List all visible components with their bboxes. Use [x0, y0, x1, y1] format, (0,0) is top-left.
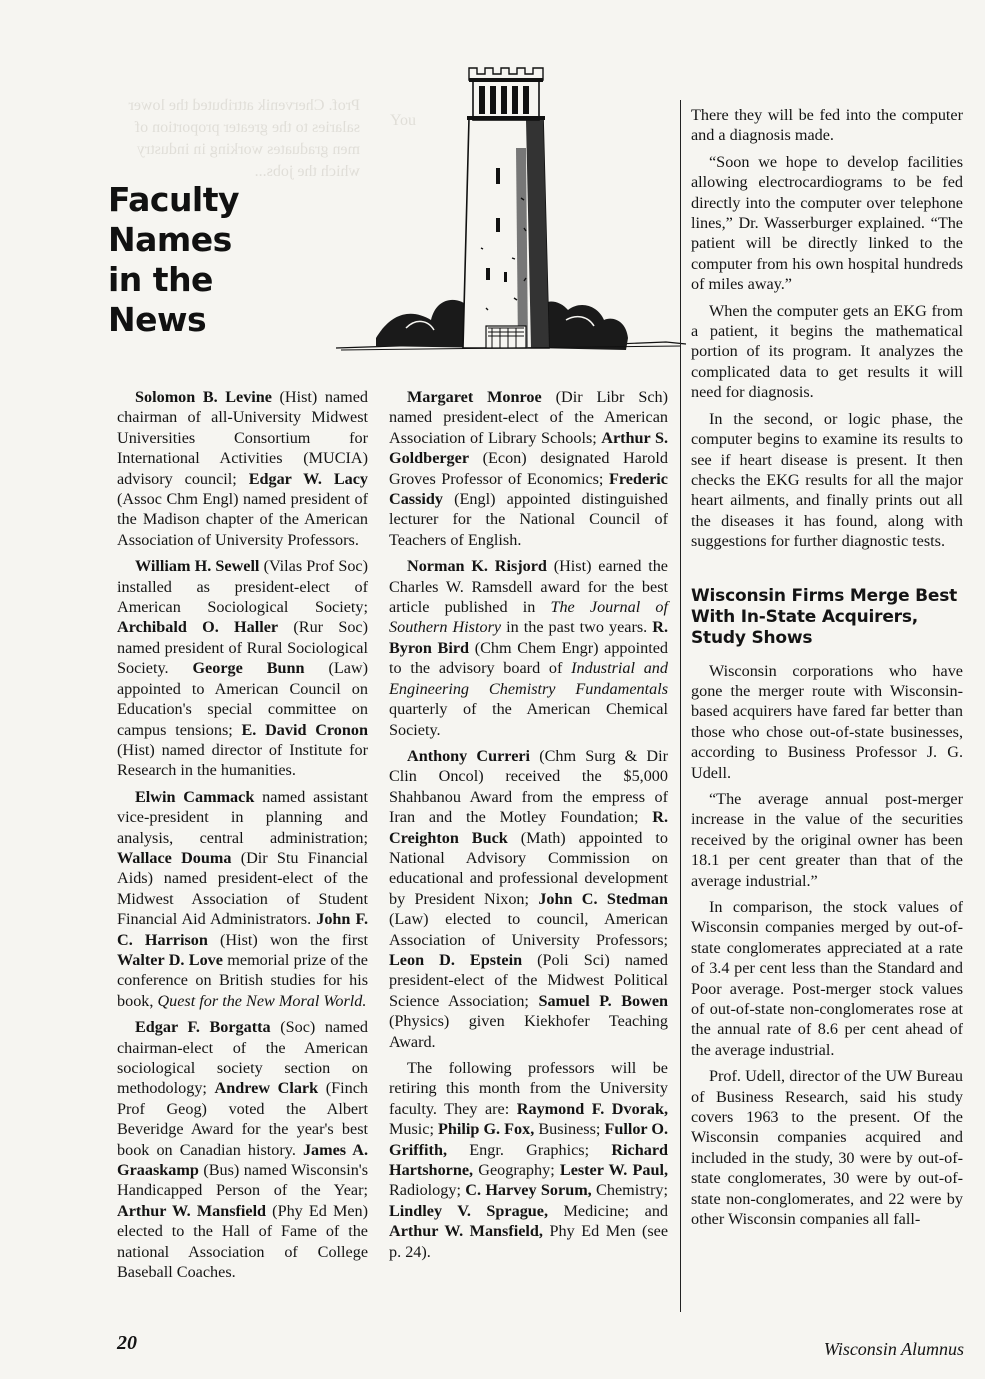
text-run: “Soon we hope to develop facilities allowing electrocardiograms to be fed directly into the computer over telephone lines,” Dr. Wasserburger explained. “The patient will be directly linked to the computer from his own hospital hundreds of miles away.” [691, 152, 963, 294]
person-name: Walter D. Love [117, 950, 223, 969]
paragraph [389, 746, 668, 1052]
person-name: Samuel P. Bowen [538, 991, 669, 1010]
text-run: (Math) appointed to National Advisory Commission on educational and professional development by President Nixon; [389, 828, 668, 908]
person-name: Lester W. Paul, [559, 1161, 669, 1180]
person-name: Philip G. Fox, [438, 1120, 535, 1139]
person-name: R. Creighton Buck [389, 808, 668, 847]
text-run: (Phy Ed Men) elected to the Hall of Fame of the national Association of College Baseball Coaches. [117, 1201, 369, 1282]
text-run: (Poli Sci) named president-elect of the Midwest Political Science Association; [389, 950, 668, 1010]
person-name: E. David Cronon [241, 720, 368, 739]
person-name: James A. Graaskamp [117, 1140, 369, 1180]
text-run: (Law) appointed to American Council on Education's special committee on campus tensions; [117, 659, 368, 739]
person-name: Andrew Clark [214, 1079, 319, 1098]
page-number: 20 [117, 1332, 137, 1354]
text-run: Engr. Graphics; [447, 1140, 612, 1159]
person-name: Margaret Monroe [407, 388, 542, 406]
headline [108, 180, 308, 340]
publication-title: The Journal of Southern History [389, 598, 668, 637]
person-name: Archibald O. Haller [117, 618, 279, 637]
text-run: When the computer gets an EKG from a patient, it begins the mathematical portion of its program. It analyzes the complicated data to get results it will need for diagnosis. [691, 301, 963, 402]
text-run: (Bus) named Wisconsin's Handicapped Person of the Year; [117, 1161, 368, 1200]
paragraph [691, 105, 963, 146]
column-divider [680, 100, 681, 1312]
paragraph [691, 301, 963, 403]
paragraph [691, 661, 963, 783]
person-name: George Bunn [192, 659, 305, 678]
text-run: (Chm Chem Engr) appointed to the advisory board of [389, 638, 668, 678]
bleed-through-ghost-text: You [390, 112, 416, 129]
person-name: Richard Hartshorne, [389, 1140, 668, 1180]
paragraph [117, 1017, 368, 1282]
text-run: memorial prize of the conference on British studies for his book, [117, 950, 368, 1010]
person-name: Edgar F. Borgatta [135, 1018, 271, 1037]
text-run: (Hist) earned the Charles W. Ramsdell award for the best article published in [389, 557, 668, 617]
person-name: Fullor O. Griffith, [389, 1120, 668, 1159]
text-run: Medicine; and [548, 1201, 669, 1220]
person-name: Arthur S. Goldberger [389, 428, 669, 468]
person-name: Raymond F. Dvorak, [516, 1099, 668, 1118]
text-run: (Econ) designated Harold Groves Professor of Economics; [389, 449, 668, 488]
person-name: Arthur W. Mansfield, [389, 1222, 543, 1241]
person-name: R. Byron Bird [389, 618, 668, 657]
text-run: In comparison, the stock values of Wisconsin companies merged by out-of-state conglomerates appreciated at a rate of 3.4 per cent less than the Standard and Poor average. Post-merger stock values of out-of-state non-conglomerates rose at the annual rate of 8.6 per cent ahead of the average industrial. [691, 898, 963, 1059]
text-run: Music; [389, 1120, 439, 1139]
text-run: (Vilas Prof Soc) installed as president-elect of American Sociological Society; [117, 557, 368, 617]
paragraph [691, 152, 963, 295]
paragraph [389, 1058, 668, 1262]
column-3 [691, 105, 963, 1236]
person-name: Arthur W. Mansfield [117, 1201, 267, 1220]
text-run: Prof. Udell, director of the UW Bureau of Business Research, said his study covers 1963 to the present. Of the Wisconsin companies acquired and included in the study, 30 were by out-of-state conglomerates, 30 were by out-of-state non-conglomerates, and 22 were by other Wisconsin companies all fall- [691, 1067, 963, 1229]
text-run: (Physics) given Kiekhofer Teaching Award. [389, 1012, 668, 1051]
paragraph [117, 556, 368, 780]
headline-line: News [108, 300, 207, 339]
paragraph [691, 897, 963, 1060]
carillon-tower-illustration [336, 58, 686, 378]
article-subhead: Wisconsin Firms Merge Best With In-State Acquirers, Study Shows [691, 585, 958, 648]
text-run: (Finch Prof Geog) voted the Albert Beveridge Award for the year's best book on Canadian history. [117, 1079, 368, 1159]
person-name: Leon D. Epstein [389, 950, 523, 969]
person-name: Anthony Curreri [407, 746, 531, 765]
person-name: Norman K. Risjord [407, 557, 547, 576]
person-name: Elwin Cammack [135, 787, 255, 806]
person-name: John F. C. Harrison [117, 910, 368, 949]
text-run: (Dir Libr Sch) named president-elect of the American Association of Library Schools; [389, 388, 668, 447]
paragraph [389, 556, 668, 740]
bleed-through-ghost-text: Prof. Chervenik attributed the lower salaries to the greater proportion of men graduates working in industry which the jobs... [128, 97, 360, 180]
person-name: Frederic Cassidy [389, 469, 668, 509]
magazine-title: Wisconsin Alumnus [823, 1339, 964, 1359]
text-run: Phy Ed Men (see p. 24). [389, 1222, 669, 1261]
text-run: named assistant vice-president in planning and analysis, central administration; [117, 787, 368, 847]
text-run: (Assoc Chm Engl) named president of the Madison chapter of the American Association of University Professors. [117, 490, 368, 549]
text-run: “The average annual post-merger increase in the value of the securities received by the original owner has been 18.1 per cent greater than that of the average industrial.” [691, 789, 963, 890]
text-run: (Hist) named chairman of all-University Midwest Universities Consortium for International Activities (MUCIA) advisory council; [117, 388, 368, 488]
person-name: Edgar W. Lacy [248, 469, 368, 488]
text-run: (Chm Surg & Dir Clin Oncol) received the $5,000 Shahbanou Award from the empress of Iran and the Motley Foundation; [389, 746, 668, 827]
person-name: Solomon B. Levine [135, 388, 272, 406]
text-run: quarterly of the American Chemical Society. [389, 700, 668, 739]
publication-title: Industrial and Engineering Chemistry Fundamentals [389, 659, 668, 698]
text-run: Chemistry; [591, 1181, 669, 1200]
text-run: The following professors will be retiring this month from the University faculty. They are: [389, 1059, 668, 1118]
person-name: C. Harvey Sorum, [465, 1181, 592, 1200]
text-run: Geography; [473, 1161, 560, 1180]
person-name: Lindley V. Sprague, [389, 1201, 549, 1220]
headline-line: in the [108, 260, 213, 299]
person-name: John C. Stedman [538, 889, 669, 908]
headline-line: Faculty [108, 180, 240, 219]
paragraph [691, 789, 963, 891]
paragraph [691, 1066, 963, 1229]
headline-line: Names [108, 220, 232, 259]
text-run: Business; [534, 1120, 605, 1139]
text-run: There they will be fed into the computer and a diagnosis made. [691, 106, 963, 145]
text-run: In the second, or logic phase, the computer begins to examine its results to see if heart disease is present. It then checks the EKG results for all the major heart ailments, and finally prints out all the diseases it has found, along with suggestions for further diagnostic tests. [691, 409, 963, 551]
text-run: Radiology; [389, 1181, 466, 1200]
text-run: (Engl) appointed distinguished lecturer for the National Council of Teachers of English. [389, 490, 668, 549]
text-run: (Soc) named chairman-elect of the American sociological society section on methodology; [117, 1018, 368, 1098]
person-name: William H. Sewell [135, 557, 260, 576]
text-run: (Dir Stu Financial Aids) named president-elect of the Midwest Association of Student Financial Aid Administrators. [117, 848, 368, 929]
column-1 [117, 387, 368, 1288]
text-run: (Law) elected to council, American Association of University Professors; [389, 910, 668, 949]
column-2 [389, 387, 668, 1268]
text-run: in the past two years. [501, 618, 653, 637]
text-run: (Hist) won the first [207, 930, 369, 949]
paragraph [117, 387, 368, 550]
text-run: (Rur Soc) named president of Rural Sociological Society. [117, 618, 368, 678]
publication-title: Quest for the New Moral World. [157, 991, 367, 1010]
paragraph [691, 409, 963, 552]
paragraph [389, 387, 668, 550]
text-run: Wisconsin corporations who have gone the merger route with Wisconsin-based acquirers have fared far better than those who chose out-of-state businesses, according to Business Professor J. G. Udell. [691, 661, 963, 782]
paragraph [117, 787, 368, 1011]
text-run: (Hist) named director of Institute for Research in the humanities. [117, 740, 368, 780]
person-name: Wallace Douma [117, 848, 232, 867]
